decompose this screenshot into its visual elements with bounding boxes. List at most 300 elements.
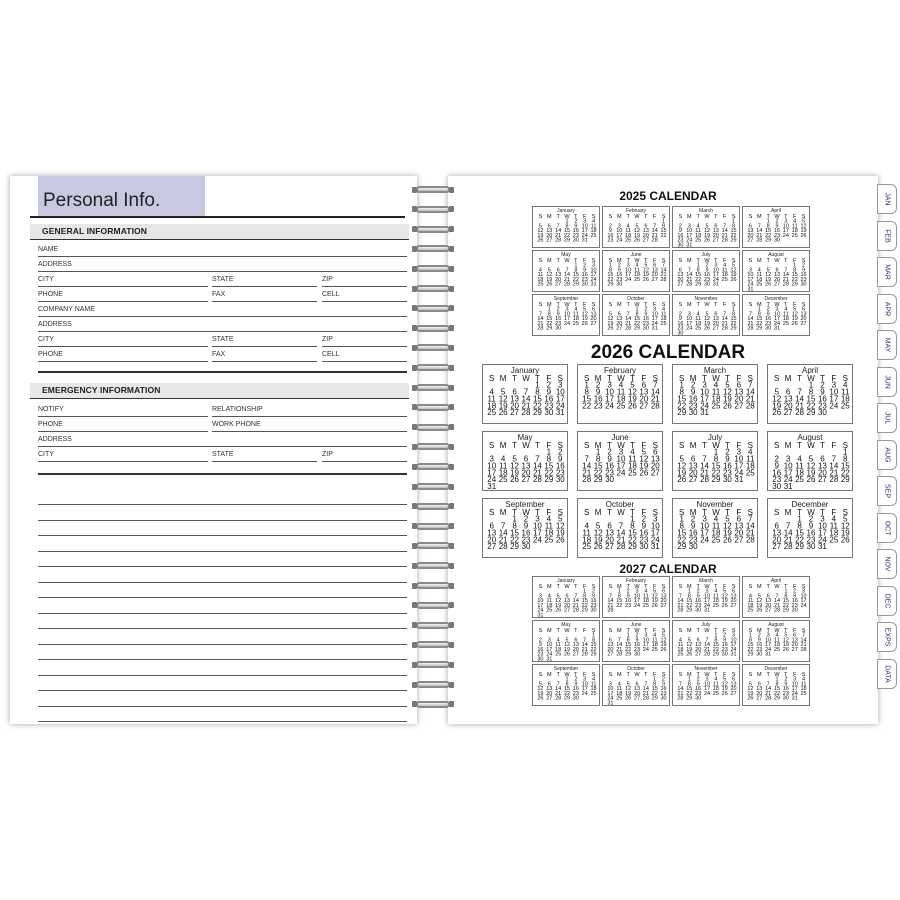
day-number: 14 — [555, 228, 562, 235]
day-number: 22 — [730, 320, 737, 327]
day-number: 29 — [695, 281, 702, 288]
day-number: 2 — [775, 218, 779, 225]
weekday-letter: T — [556, 628, 560, 635]
weekday-letter: T — [784, 258, 788, 265]
day-number: 14 — [651, 228, 658, 235]
month-day-grid — [673, 207, 740, 248]
day-number: 19 — [747, 690, 754, 697]
day-number: 15 — [546, 316, 553, 323]
day-number: 8 — [565, 223, 569, 230]
day-number: 31 — [686, 242, 693, 249]
city-field[interactable]: CITY — [38, 276, 208, 287]
weekday-letter: T — [556, 584, 560, 591]
day-number: 2 — [802, 262, 806, 269]
weekday-letter: T — [626, 584, 630, 591]
punch-hole — [412, 266, 417, 272]
day-number: 24 — [563, 320, 571, 327]
day-number: 15 — [633, 316, 641, 323]
weekday-letter: W — [704, 672, 710, 679]
emergency-information-heading: EMERGENCY INFORMATION — [42, 385, 161, 395]
day-number: 19 — [593, 535, 603, 545]
day-number: 15 — [686, 598, 693, 605]
weekday-letter: T — [556, 258, 560, 265]
day-number: 22 — [695, 276, 702, 283]
punch-hole — [449, 266, 454, 272]
day-number: 21 — [616, 646, 623, 653]
day-number: 6 — [736, 514, 742, 524]
punch-hole — [449, 187, 454, 193]
tab-label: JAN — [883, 192, 891, 206]
day-number: 2 — [784, 676, 788, 683]
day-number: 28 — [642, 695, 649, 702]
day-number: 28 — [700, 475, 710, 485]
month-day-grid — [743, 251, 810, 292]
day-number: 14 — [765, 686, 772, 693]
day-number: 12 — [677, 461, 687, 471]
day-number: 11 — [572, 311, 579, 318]
punch-hole — [412, 187, 417, 193]
day-number: 26 — [593, 542, 603, 552]
punch-hole — [449, 484, 454, 490]
day-number: 27 — [791, 646, 798, 653]
day-number: 8 — [784, 593, 788, 600]
day-number: 27 — [817, 475, 827, 485]
company-phone-field[interactable]: PHONE — [38, 351, 208, 362]
tab-mar[interactable] — [877, 257, 897, 287]
day-number: 16 — [800, 272, 807, 279]
tab-nov[interactable] — [877, 549, 897, 579]
spiral-coil — [416, 226, 450, 233]
weekday-letter: T — [714, 628, 718, 635]
day-number: 21 — [642, 690, 649, 697]
month-day-grid — [743, 207, 810, 248]
day-number: 31 — [791, 695, 798, 702]
spiral-coil — [416, 245, 450, 252]
day-number: 14 — [829, 461, 839, 471]
month-day-grid — [673, 365, 758, 424]
day-number: 24 — [537, 607, 544, 614]
day-number: 29 — [730, 325, 737, 332]
weekday-letter: S — [557, 373, 563, 383]
day-number: 27 — [605, 542, 615, 552]
day-number: 23 — [660, 690, 667, 697]
day-number: 1 — [732, 218, 736, 225]
day-number: 16 — [695, 686, 702, 693]
day-number: 21 — [563, 276, 571, 283]
tab-jan[interactable] — [877, 184, 897, 214]
company-fax-field[interactable]: FAX — [212, 351, 317, 362]
weekday-letter: F — [793, 628, 797, 635]
day-number: 30 — [633, 651, 641, 658]
day-number: 22 — [806, 401, 816, 411]
day-number: 15 — [660, 228, 667, 235]
emergency-city-field[interactable]: CITY — [38, 451, 208, 462]
day-number: 21 — [745, 394, 755, 404]
day-number: 1 — [635, 306, 639, 313]
day-number: 6 — [757, 681, 761, 688]
day-number: 10 — [581, 681, 588, 688]
day-number: 28 — [756, 237, 763, 244]
month-june-2025 — [602, 250, 670, 292]
company-address-row — [38, 321, 407, 332]
day-number: 7 — [748, 380, 753, 390]
day-number: 4 — [500, 454, 506, 464]
day-number: 7 — [565, 267, 569, 274]
day-number: 23 — [703, 276, 711, 283]
day-number: 19 — [721, 686, 728, 693]
notes-line — [38, 566, 407, 567]
emergency-zip-field[interactable]: ZIP — [322, 451, 407, 462]
relationship-field[interactable]: RELATIONSHIP — [212, 406, 407, 417]
day-number: 14 — [747, 316, 754, 323]
day-number: 30 — [572, 237, 579, 244]
day-number: 1 — [748, 632, 752, 639]
tab-jul[interactable] — [877, 403, 897, 433]
day-number: 1 — [512, 514, 517, 524]
weekday-letter: T — [534, 440, 540, 450]
day-number: 28 — [703, 651, 711, 658]
day-number: 28 — [555, 237, 562, 244]
address-row — [38, 261, 407, 272]
day-number: 9 — [690, 521, 696, 531]
day-number: 27 — [651, 276, 658, 283]
day-number: 2 — [696, 588, 700, 595]
day-number: 12 — [642, 267, 649, 274]
notify-field[interactable]: NOTIFY — [38, 406, 208, 417]
day-number: 1 — [793, 262, 797, 269]
day-number: 21 — [581, 646, 588, 653]
month-day-grid — [673, 577, 740, 618]
day-number: 2 — [607, 447, 612, 457]
notes-line — [38, 675, 407, 676]
day-number: 21 — [756, 232, 763, 239]
weekday-letter: F — [641, 373, 647, 383]
day-number: 5 — [843, 514, 848, 524]
emergency-address-field[interactable]: ADDRESS — [38, 436, 407, 447]
weekday-letter: W — [564, 258, 570, 265]
day-number: 10 — [712, 267, 719, 274]
emergency-state-field[interactable]: STATE — [212, 451, 317, 462]
weekday-letter: S — [747, 507, 753, 517]
day-number: 17 — [605, 394, 615, 404]
day-number: 1 — [592, 632, 596, 639]
month-day-grid — [603, 665, 670, 706]
month-june-2026 — [577, 431, 663, 491]
day-number: 9 — [592, 593, 596, 600]
day-number: 18 — [544, 528, 554, 538]
weekday-letter: M — [784, 507, 792, 517]
month-day-grid — [673, 251, 740, 292]
tab-data[interactable] — [877, 659, 897, 689]
day-number: 28 — [650, 401, 660, 411]
month-february-2027 — [602, 576, 670, 618]
weekday-letter: M — [499, 507, 507, 517]
tab-may[interactable] — [877, 330, 897, 360]
weekday-letter: F — [653, 258, 657, 265]
day-number: 17 — [532, 528, 542, 538]
day-number: 26 — [498, 408, 508, 418]
month-december-2027 — [742, 664, 810, 706]
day-number: 2 — [608, 223, 612, 230]
day-number: 9 — [820, 387, 825, 397]
day-number: 18 — [791, 228, 798, 235]
day-number: 12 — [537, 228, 544, 235]
day-number: 7 — [584, 454, 589, 464]
weekday-letter: T — [629, 373, 635, 383]
day-number: 16 — [590, 598, 597, 605]
day-number: 30 — [642, 325, 649, 332]
day-number: 3 — [793, 676, 797, 683]
state-field[interactable]: STATE — [212, 276, 317, 287]
day-number: 10 — [703, 593, 711, 600]
day-number: 1 — [696, 262, 700, 269]
weekday-letter: S — [774, 507, 780, 517]
work-phone-field[interactable]: WORK PHONE — [212, 421, 407, 432]
day-number: 29 — [677, 408, 687, 418]
day-number: 13 — [487, 528, 497, 538]
day-number: 12 — [639, 454, 649, 464]
month-day-grid — [578, 365, 663, 424]
day-number: 31 — [730, 651, 737, 658]
day-number: 13 — [660, 593, 667, 600]
day-number: 18 — [487, 401, 497, 411]
weekday-letter: T — [512, 440, 518, 450]
tab-apr[interactable] — [877, 294, 897, 324]
weekday-letter: W — [774, 628, 780, 635]
day-number: 9 — [690, 387, 696, 397]
day-number: 1 — [547, 306, 551, 313]
weekday-letter: F — [793, 584, 797, 591]
day-number: 24 — [700, 401, 710, 411]
day-number: 22 — [616, 602, 623, 609]
day-number: 7 — [500, 521, 506, 531]
zip-field[interactable]: ZIP — [322, 276, 407, 287]
month-name: May — [561, 252, 571, 258]
weekday-letter: S — [748, 258, 753, 265]
day-number: 30 — [772, 481, 782, 491]
day-number: 30 — [555, 475, 565, 485]
company-city-field[interactable]: CITY — [38, 336, 208, 347]
month-name: October — [627, 296, 645, 302]
tab-sep[interactable] — [877, 476, 897, 506]
fax-field[interactable]: FAX — [212, 291, 317, 302]
day-number: 4 — [723, 262, 727, 269]
day-number: 3 — [705, 588, 709, 595]
month-day-grid — [743, 665, 810, 706]
day-number: 23 — [593, 401, 603, 411]
day-number: 4 — [626, 223, 630, 230]
day-number: 18 — [795, 468, 805, 478]
day-number: 26 — [660, 646, 667, 653]
weekday-letter: S — [731, 302, 736, 309]
company-address-field[interactable]: ADDRESS — [38, 321, 407, 332]
day-number: 23 — [544, 401, 554, 411]
weekday-letter: W — [564, 214, 570, 221]
day-number: 14 — [756, 228, 763, 235]
day-number: 6 — [653, 262, 657, 269]
day-number: 1 — [630, 514, 635, 524]
day-number: 13 — [756, 686, 763, 693]
day-number: 26 — [627, 401, 637, 411]
day-number: 4 — [653, 632, 657, 639]
month-may-2025 — [532, 250, 600, 292]
weekday-letter: T — [784, 672, 788, 679]
emergency-phone-field[interactable]: PHONE — [38, 421, 208, 432]
month-day-grid — [603, 295, 670, 336]
day-number: 19 — [791, 316, 798, 323]
company-zip-field[interactable]: ZIP — [322, 336, 407, 347]
day-number: 8 — [679, 387, 684, 397]
tab-feb[interactable] — [877, 221, 897, 251]
day-number: 17 — [765, 642, 772, 649]
phone-field[interactable]: PHONE — [38, 291, 208, 302]
day-number: 12 — [800, 223, 807, 230]
day-number: 2 — [690, 380, 696, 390]
day-number: 11 — [634, 267, 640, 274]
weekday-letter: T — [696, 584, 700, 591]
month-january-2026 — [482, 364, 568, 424]
day-number: 12 — [840, 521, 850, 531]
calendar-2026-title: 2026 CALENDAR — [590, 342, 746, 363]
day-number: 19 — [722, 394, 732, 404]
day-number: 3 — [687, 311, 691, 318]
day-number: 3 — [831, 380, 837, 390]
name-field[interactable]: NAME — [38, 246, 407, 257]
day-number: 6 — [785, 387, 791, 397]
page-title: Personal Info. — [43, 190, 161, 211]
day-number: 7 — [653, 380, 658, 390]
spiral-coil — [416, 443, 450, 450]
address-field[interactable]: ADDRESS — [38, 261, 407, 272]
tab-label: DATA — [883, 664, 891, 683]
tab-oct[interactable] — [877, 513, 897, 543]
day-number: 5 — [705, 311, 709, 318]
day-number: 29 — [765, 237, 772, 244]
day-number: 27 — [688, 475, 698, 485]
month-march-2026 — [672, 364, 758, 424]
day-number: 7 — [785, 521, 791, 531]
day-number: 4 — [757, 267, 761, 274]
day-number: 27 — [555, 281, 562, 288]
tab-aug[interactable] — [877, 440, 897, 470]
day-number: 6 — [802, 306, 806, 313]
day-number: 17 — [651, 316, 658, 323]
day-number: 21 — [686, 276, 693, 283]
month-day-grid — [483, 432, 568, 491]
day-number: 30 — [721, 651, 728, 658]
day-number: 19 — [639, 461, 649, 471]
day-number: 14 — [700, 461, 710, 471]
day-number: 5 — [662, 632, 666, 639]
day-number: 2 — [617, 262, 621, 269]
spiral-coil — [416, 384, 450, 391]
day-number: 22 — [633, 320, 641, 327]
day-number: 16 — [642, 316, 649, 323]
day-number: 7 — [574, 593, 578, 600]
day-number: 9 — [583, 267, 587, 274]
weekday-letter: M — [686, 672, 692, 679]
weekday-letter: S — [801, 628, 806, 635]
day-number: 10 — [563, 311, 571, 318]
company-name-field[interactable]: COMPANY NAME — [38, 306, 407, 317]
day-number: 14 — [800, 637, 807, 644]
month-march-2025 — [672, 206, 740, 248]
weekday-letter: T — [714, 584, 718, 591]
day-number: 20 — [712, 320, 719, 327]
day-number: 12 — [686, 642, 693, 649]
weekday-letter: W — [712, 373, 720, 383]
day-number: 15 — [616, 598, 623, 605]
day-number: 14 — [650, 387, 660, 397]
day-number: 9 — [558, 454, 563, 464]
weekday-letter: S — [608, 672, 613, 679]
month-day-grid — [743, 295, 810, 336]
day-number: 25 — [711, 535, 721, 545]
day-number: 25 — [498, 475, 508, 485]
month-name: March — [699, 578, 713, 584]
day-number: 7 — [653, 223, 657, 230]
day-number: 25 — [590, 232, 597, 239]
day-number: 3 — [775, 306, 779, 313]
weekday-letter: F — [723, 584, 727, 591]
weekday-letter: T — [574, 672, 578, 679]
day-number: 10 — [773, 311, 781, 318]
punch-hole — [449, 662, 454, 668]
day-number: 28 — [782, 281, 789, 288]
tab-label: JUL — [883, 411, 891, 425]
tab-dec[interactable] — [877, 586, 897, 616]
tab-exps[interactable] — [877, 622, 897, 652]
day-number: 13 — [772, 528, 782, 538]
day-number: 7 — [831, 454, 837, 464]
day-number: 14 — [677, 598, 684, 605]
month-name: June — [611, 433, 629, 442]
day-number: 25 — [590, 690, 597, 697]
day-number: 14 — [782, 272, 789, 279]
day-number: 20 — [712, 232, 719, 239]
day-number: 1 — [565, 218, 569, 225]
day-number: 21 — [703, 646, 711, 653]
day-number: 29 — [791, 281, 798, 288]
day-number: 29 — [546, 325, 553, 332]
weekday-letter: M — [546, 258, 552, 265]
day-number: 23 — [537, 651, 544, 658]
day-number: 23 — [806, 535, 816, 545]
day-number: 12 — [633, 228, 641, 235]
day-number: 7 — [662, 262, 666, 269]
weekday-letter: W — [617, 507, 625, 517]
weekday-letter: T — [696, 302, 700, 309]
month-january-2027 — [532, 576, 600, 618]
day-number: 22 — [510, 535, 520, 545]
day-number: 22 — [625, 646, 632, 653]
day-number: 26 — [722, 535, 732, 545]
punch-hole — [412, 523, 417, 529]
day-number: 16 — [721, 642, 728, 649]
day-number: 17 — [730, 642, 737, 649]
weekday-letter: S — [678, 584, 683, 591]
day-number: 29 — [756, 325, 763, 332]
company-cell-field[interactable]: CELL — [322, 351, 407, 362]
day-number: 26 — [806, 475, 816, 485]
day-number: 18 — [800, 686, 807, 693]
weekday-letter: S — [557, 507, 563, 517]
weekday-letter: S — [652, 440, 658, 450]
tab-jun[interactable] — [877, 367, 897, 397]
day-number: 1 — [535, 380, 540, 390]
company-state-field[interactable]: STATE — [212, 336, 317, 347]
cell-field[interactable]: CELL — [322, 291, 407, 302]
